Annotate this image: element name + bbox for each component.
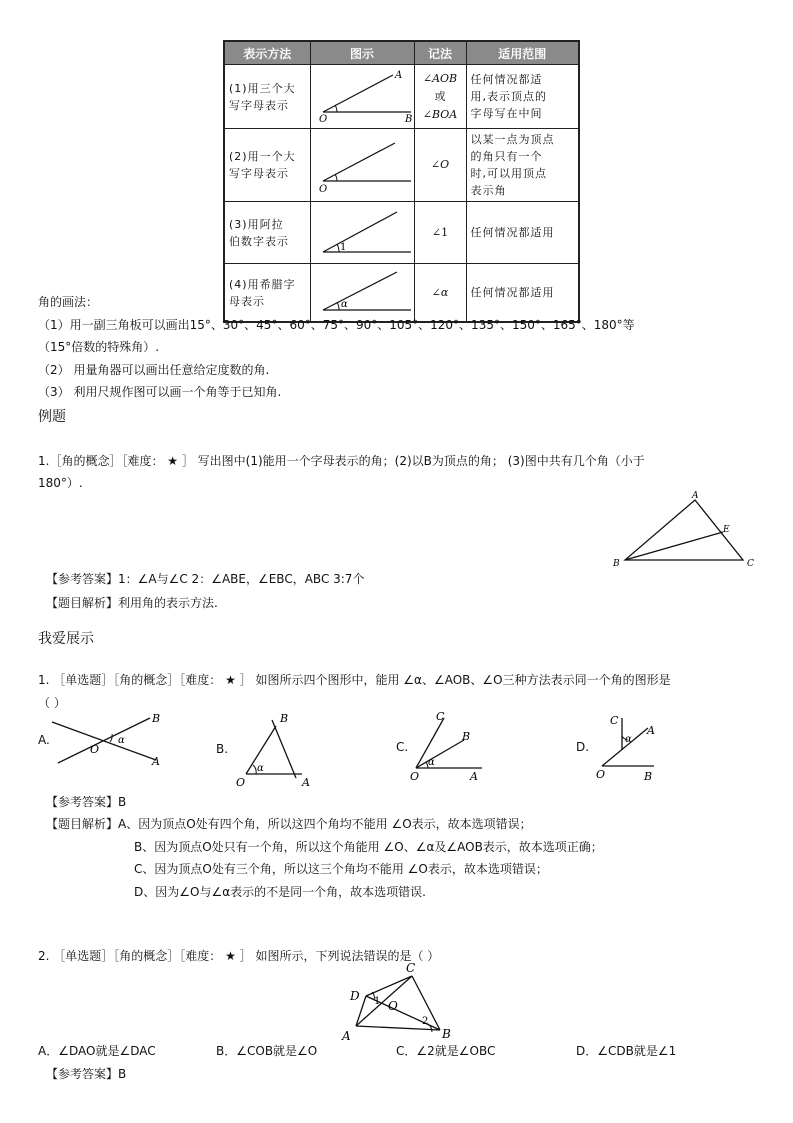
label-O: O: [90, 743, 100, 756]
label-A: A: [394, 70, 402, 81]
q2-option-d: D．∠CDB就是∠1: [576, 1044, 677, 1058]
q1-option-a-letter: A.: [38, 733, 50, 747]
label-A: A: [470, 770, 478, 783]
drawing-heading: 角的画法：: [38, 295, 99, 309]
header-method: 表示方法: [224, 41, 310, 65]
label-C: C: [436, 710, 445, 723]
method-cell: (2)用一个大 写字母表示: [224, 129, 310, 202]
header-scope: 适用范围: [466, 41, 579, 65]
q1-option-d-figure: [590, 708, 680, 788]
notation-cell: ∠1: [414, 202, 466, 264]
drawing-item: （15°倍数的特殊角）.: [38, 340, 160, 354]
q1-analysis-line: C、因为顶点O处有三个角，所以这三个角均不能用 ∠O表示，故本选项错误；: [134, 862, 548, 876]
label-B: B: [613, 559, 620, 569]
drawing-item: （2） 用量角器可以画出任意给定度数的角.: [38, 363, 270, 377]
label-A: A: [692, 491, 699, 501]
label-1: 1: [339, 242, 346, 253]
label-alpha: α: [257, 763, 264, 774]
table-row: [224, 129, 579, 202]
label-B: B: [280, 712, 289, 725]
notation-cell: ∠O: [414, 129, 466, 202]
label-B: B: [442, 1027, 451, 1041]
figure-cell: [310, 202, 414, 264]
q2-option-b: B．∠COB就是∠O: [216, 1044, 318, 1058]
q1-option-b-figure: [230, 708, 320, 788]
q2-quadrilateral-figure: [336, 960, 466, 1042]
label-alpha: α: [340, 299, 348, 310]
q1-option-d-letter: D.: [576, 740, 590, 754]
label-O: O: [318, 114, 327, 123]
figure-cell: [310, 65, 414, 129]
q1-option-c-letter: C.: [396, 740, 409, 754]
label-D: D: [350, 989, 360, 1003]
scope-cell: 任何情况都适用: [466, 202, 579, 264]
label-C: C: [747, 559, 754, 569]
label-alpha: α: [428, 757, 435, 768]
figure-cell: [310, 264, 414, 323]
label-A: A: [152, 755, 160, 768]
label-B: B: [644, 770, 653, 783]
label-E: E: [723, 525, 730, 535]
q1-option-c-figure: [406, 708, 496, 788]
q2-answer: 【参考答案】B: [46, 1067, 127, 1081]
q1-question: 1. ［单选题］［角的概念］［难度： ★ ］ 如图所示四个图形中，能用 ∠α、∠AOB、∠O三种方法表示同一个角的图形是: [38, 673, 671, 687]
q1-answer: 【参考答案】B: [46, 795, 127, 809]
q1-analysis-line: 【题目解析】A、因为顶点O处有四个角，所以这四个角均不能用 ∠O表示，故本选项错误；: [46, 817, 532, 831]
notation-cell: ∠AOB 或 ∠BOA: [414, 65, 466, 129]
method-cell: (4)用希腊字 母表示: [224, 264, 310, 323]
q1-option-a-figure: [50, 708, 170, 770]
scope-cell: 以某一点为顶点 的角只有一个 时,可以用顶点 表示角: [466, 129, 579, 202]
label-B: B: [152, 712, 161, 725]
angle-notation-table: [223, 40, 580, 323]
label-O: O: [236, 776, 246, 788]
label-alpha: α: [118, 735, 125, 746]
table-row: [224, 264, 579, 323]
table-row: [224, 65, 579, 129]
angle-figure-4: [315, 266, 419, 316]
drawing-item: （1）用一副三角板可以画出15°、30°、45°、60°、75°、90°、105°、120°、135°、150°、165°、180°等: [38, 318, 635, 332]
label-alpha: α: [625, 734, 632, 745]
q1-question-cont: （ ）: [38, 696, 66, 710]
triangle-abc-figure: [605, 488, 765, 573]
label-A: A: [302, 776, 310, 788]
angle-figure-1: [315, 67, 419, 123]
notation-cell: ∠α: [414, 264, 466, 323]
label-C: C: [406, 961, 416, 975]
scope-cell: 任何情况都适 用,表示顶点的 字母写在中间: [466, 65, 579, 129]
example-question-cont: 180°）.: [38, 476, 83, 490]
example-title: 例题: [38, 409, 66, 425]
q2-option-a: A．∠DAO就是∠DAC: [38, 1044, 156, 1058]
label-B: B: [462, 730, 471, 743]
scope-cell: 任何情况都适用: [466, 264, 579, 323]
drawing-item: （3） 利用尺规作图可以画一个角等于已知角.: [38, 385, 282, 399]
table-row: [224, 202, 579, 264]
example-question: 1.［角的概念］［难度： ★ ］ 写出图中(1)能用一个字母表示的角；(2)以B为顶点的角； (3)图中共有几个角（小于: [38, 454, 645, 468]
q1-option-b-letter: B.: [216, 742, 229, 756]
q1-analysis-line: B、因为顶点O处只有一个角，所以这个角能用 ∠O、∠α及∠AOB表示，故本选项正确；: [134, 840, 603, 854]
figure-cell: [310, 129, 414, 202]
label-O: O: [318, 183, 327, 195]
q2-option-c: C．∠2就是∠OBC: [396, 1044, 496, 1058]
label-O: O: [388, 999, 398, 1013]
header-figure: 图示: [310, 41, 414, 65]
q2-question: 2. ［单选题］［角的概念］［难度： ★ ］ 如图所示，下列说法错误的是（ ）: [38, 949, 440, 963]
header-notation: 记法: [414, 41, 466, 65]
label-1: 1: [374, 996, 381, 1007]
label-B: B: [404, 114, 412, 123]
label-A: A: [647, 724, 655, 737]
example-answer: 【参考答案】1：∠A与∠C 2：∠ABE，∠EBC，ABC 3:7个: [46, 572, 365, 586]
method-cell: (3)用阿拉 伯数字表示: [224, 202, 310, 264]
q1-analysis-line: D、因为∠O与∠α表示的不是同一个角，故本选项错误.: [134, 885, 426, 899]
label-2: 2: [422, 1016, 429, 1027]
method-cell: (1)用三个大 写字母表示: [224, 65, 310, 129]
label-O: O: [410, 770, 420, 783]
label-O: O: [596, 768, 606, 781]
example-analysis: 【题目解析】利用角的表示方法.: [46, 596, 218, 610]
show-title: 我爱展示: [38, 631, 94, 647]
angle-figure-3: [315, 204, 419, 258]
angle-figure-2: [315, 133, 419, 195]
label-A: A: [342, 1029, 351, 1042]
label-C: C: [610, 714, 619, 727]
table-header-row: [224, 41, 579, 65]
